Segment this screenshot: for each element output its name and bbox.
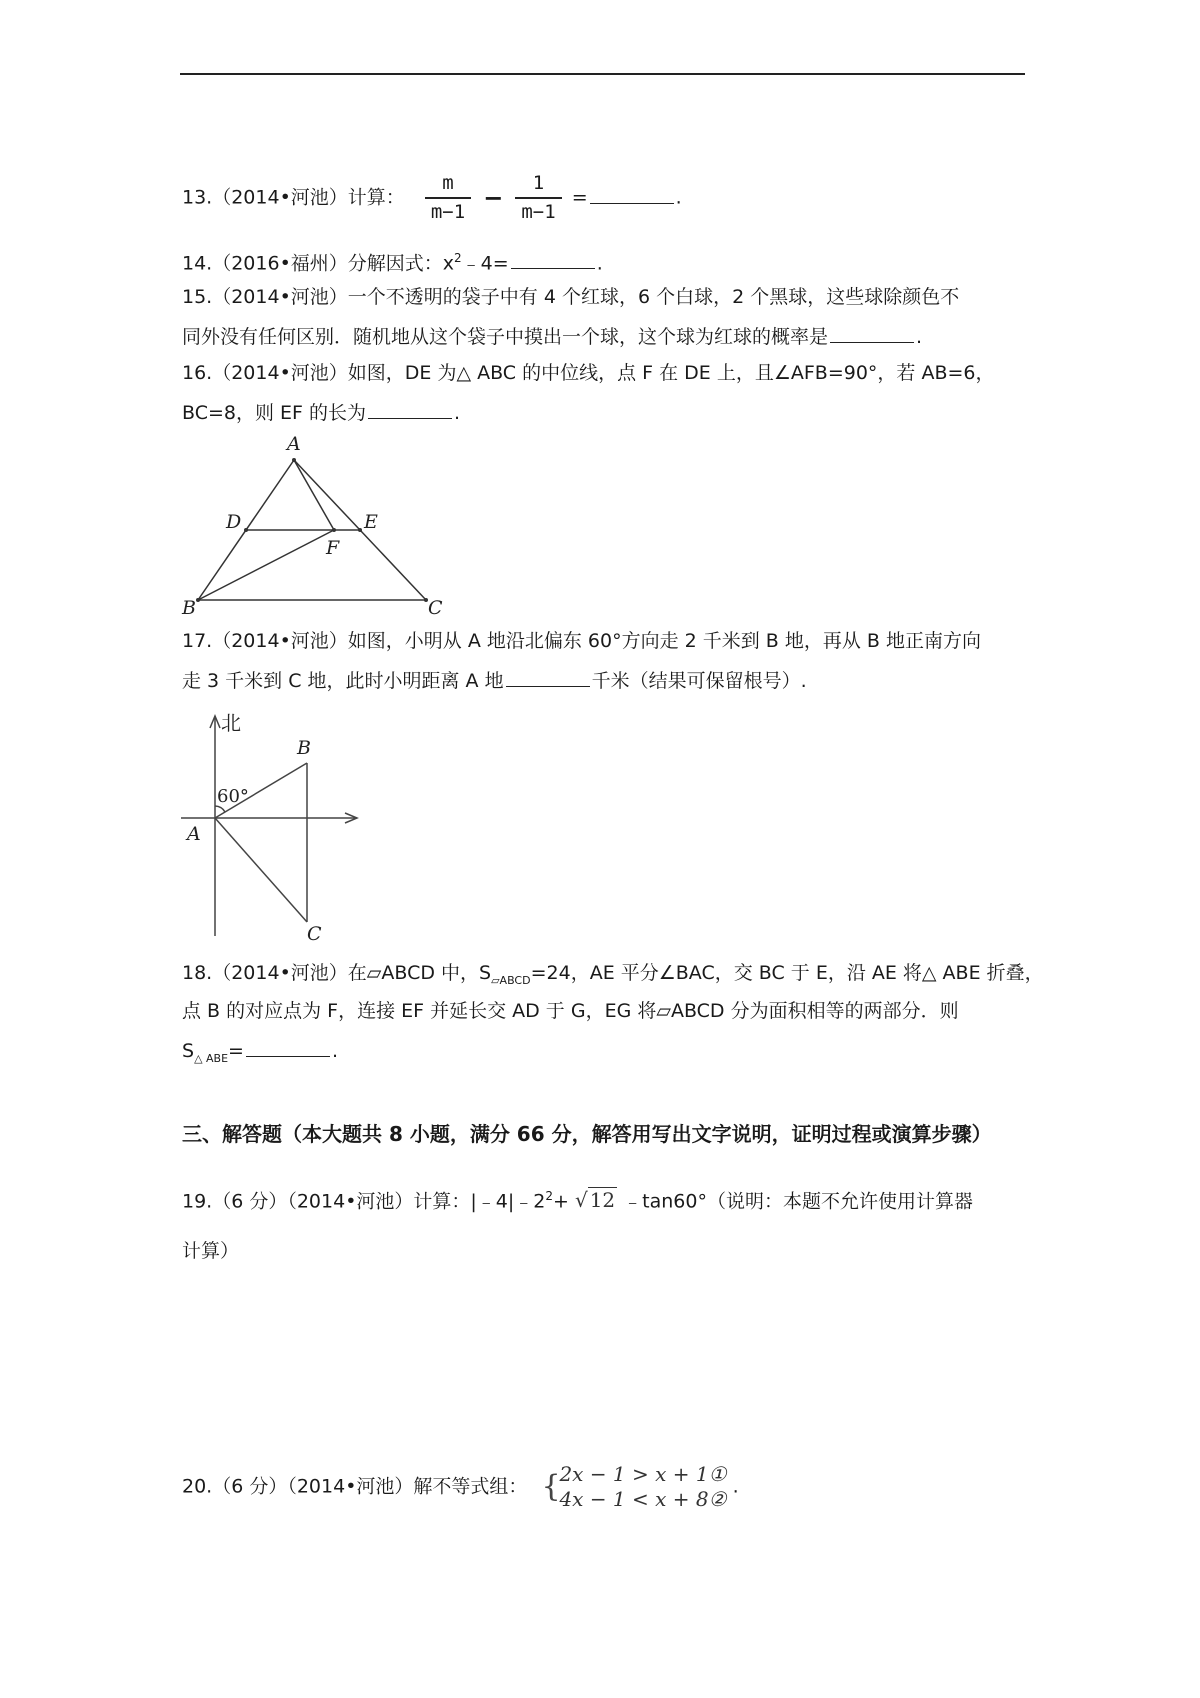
answer-blank (590, 187, 674, 204)
label-b: B (297, 737, 311, 759)
answer-blank (511, 252, 595, 269)
label-f: F (326, 537, 340, 559)
answer-blank (368, 402, 452, 419)
question-15-line-1: 15.（2014•河池）一个不透明的袋子中有 4 个红球，6 个白球，2 个黑球，这些球除颜色不 (182, 286, 960, 308)
question-18-line-3: $S_{\triangle ABE}=$ . (182, 1040, 339, 1065)
left-brace: { (541, 1469, 561, 1504)
answer-blank (506, 670, 590, 687)
label-b: B (182, 597, 196, 619)
sqrt-12: √ 12 (574, 1188, 616, 1213)
question-19-line-2: 计算） (182, 1240, 240, 1262)
figure-16-triangle (178, 432, 458, 622)
answer-blank (246, 1040, 330, 1057)
answer-blank (830, 326, 914, 343)
inequality-1: 2x − 1 > x + 1① (559, 1462, 727, 1486)
segment-bf (198, 530, 334, 600)
fraction-1-over-m-minus-1: $\frac{1}{m-1}$ (515, 174, 561, 222)
question-15-line-2: 同外没有任何区别．随机地从这个袋子中摸出一个球，这个球为红球的概率是 . (182, 326, 923, 348)
question-17-line-1: 17.（2014•河池）如图，小明从 A 地沿北偏东 60°方向走 2 千米到 B 地，再从 B 地正南方向 (182, 630, 981, 652)
section-3-title: 三、解答题（本大题共 8 小题，满分 66 分，解答用写出文字说明，证明过程或演算步骤） (182, 1122, 992, 1146)
question-18-line-1: 18.（2014•河池）在▱ABCD 中，$S_{▱ABCD}=24$，AE 平分∠BAC，交 BC 于 E，沿 AE 将△ ABE 折叠， (182, 962, 1044, 987)
minus-sign: − (483, 184, 504, 212)
question-18-line-2: 点 B 的对应点为 F，连接 EF 并延长交 AD 于 G，EG 将▱ABCD 分为面积相等的两部分．则 (182, 1000, 959, 1022)
question-16-line-2: BC=8，则 EF 的长为 . (182, 402, 461, 424)
label-angle-60: 60° (217, 786, 249, 807)
label-a: A (287, 433, 301, 455)
figure-17-direction (175, 706, 375, 946)
inequality-system (543, 1462, 726, 1512)
label-north: 北 (221, 711, 241, 735)
segment-ac (215, 818, 307, 922)
question-16-line-1: 16.（2014•河池）如图，DE 为△ ABC 的中位线，点 F 在 DE 上，且∠AFB=90°，若 AB=6， (182, 362, 995, 384)
label-c: C (428, 597, 443, 619)
label-c: C (307, 923, 322, 945)
question-20: 20.（6 分）（2014•河池）解不等式组： { 2x − 1 > x + 1① 4x − 1 < x + 8② . (182, 1462, 739, 1511)
header-rule (180, 73, 1025, 75)
question-14: 14.（2016•福州）分解因式：$x^2﹣4=$ . (182, 251, 603, 275)
label-e: E (364, 511, 378, 533)
inequality-2: 4x − 1 < x + 8② (559, 1487, 727, 1511)
question-13: 13.（2014•河池）计算： $\frac{m}{m-1}$ − $\frac{1}{m-1}$ = . (182, 172, 682, 223)
question-19-line-1: 19.（6 分）（2014•河池）计算：$|﹣4|﹣2^2+$ √ 12 ﹣tan60°（说明：本题不允许使用计算器 (182, 1188, 973, 1213)
label-d: D (226, 511, 242, 533)
label-a: A (187, 823, 201, 845)
question-17-line-2: 走 3 千米到 C 地，此时小明距离 A 地 千米（结果可保留根号）. (182, 670, 807, 692)
fraction-m-over-m-minus-1: $\frac{m}{m-1}$ (425, 174, 471, 222)
